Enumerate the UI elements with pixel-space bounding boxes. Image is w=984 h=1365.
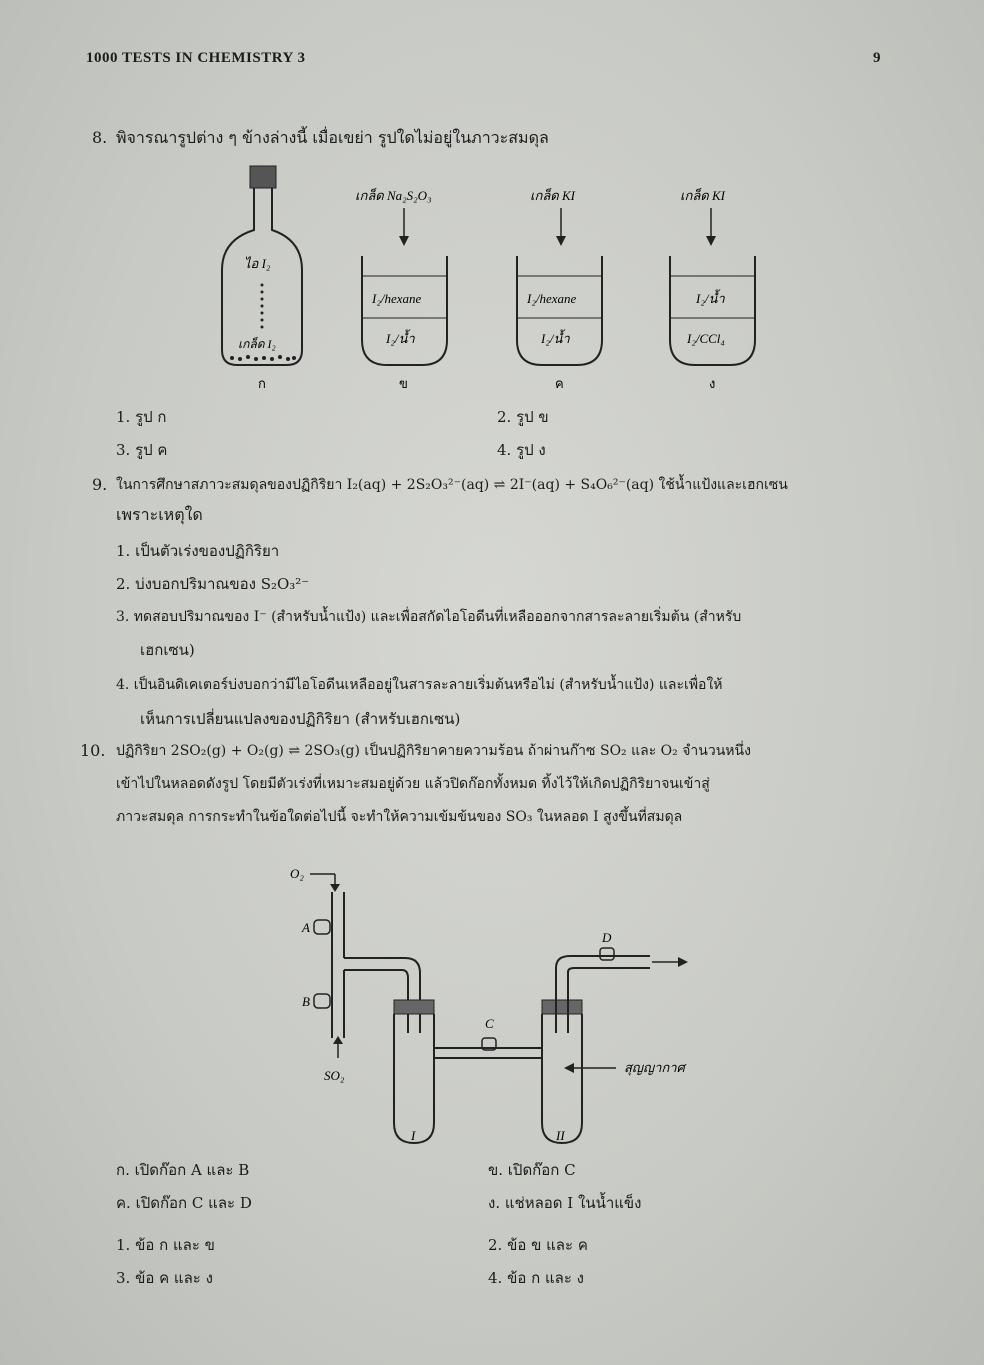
beaker-kho2-bottom: I₂/น้ำ (541, 331, 570, 346)
q9-option-4-line2: เห็นการเปลี่ยนแปลงของปฏิกิริยา (สำหรับเฮกเซน) (140, 710, 461, 728)
q8-number: 8. (92, 128, 108, 147)
bottle-vapor-label: ไอ I₂ (244, 256, 271, 271)
q8-option-1: 1. รูป ก (116, 408, 167, 426)
q10-option-4: 4. ข้อ ก และ ง (488, 1269, 584, 1287)
q10-choice-ko: ก. เปิดก๊อก A และ B (116, 1161, 250, 1179)
stopcock-c-label: C (485, 1016, 494, 1031)
o2-label: O₂ (290, 866, 304, 881)
q8-option-2: 2. รูป ข (497, 408, 549, 426)
q8-figure (200, 160, 800, 400)
so2-label: SO₂ (324, 1068, 345, 1083)
stopcock-b-label: B (302, 994, 310, 1009)
beaker-kho2 (517, 187, 602, 391)
beaker-kho (355, 187, 447, 391)
fig-letter-ko: ก (258, 376, 266, 391)
book-title: 1000 TESTS IN CHEMISTRY 3 (86, 50, 306, 66)
tube-1-label: I (411, 1128, 416, 1143)
q9-number: 9. (92, 475, 108, 494)
q10-choice-kho: ข. เปิดก๊อก C (488, 1161, 576, 1179)
stopcock-a-label: A (302, 920, 310, 935)
q10-line3: ภาวะสมดุล การกระทำในข้อใดต่อไปนี้ จะทำให้ความเข้มข้นของ SO₃ ในหลอด I สูงขึ้นที่สมดุล (116, 809, 683, 825)
q9-option-3-line2: เฮกเซน) (140, 641, 195, 659)
q10-apparatus-diagram (280, 858, 720, 1148)
q10-choice-kho2: ค. เปิดก๊อก C และ D (116, 1194, 252, 1212)
beaker-kho-input: เกล็ด Na₂S₂O₃ (355, 188, 432, 203)
beaker-ngo-input: เกล็ด KI (680, 188, 725, 203)
fig-letter-ngo: ง (709, 376, 716, 391)
beaker-kho2-input: เกล็ด KI (530, 188, 575, 203)
beaker-ngo (670, 187, 755, 391)
beaker-kho2-top: I₂/hexane (527, 291, 577, 306)
stopcock-b (314, 994, 330, 1008)
q8-option-3: 3. รูป ค (116, 441, 168, 459)
q9-option-3-line1: 3. ทดสอบปริมาณของ I⁻ (สำหรับน้ำแป้ง) และเพื่อสกัดไอโอดีนที่เหลือออกจากสารละลายเริ่มต้น (สำหรับ (116, 609, 742, 625)
bottle-crystal-label: เกล็ด I₂ (238, 337, 276, 351)
page-number: 9 (873, 50, 881, 66)
q9-option-1: 1. เป็นตัวเร่งของปฏิกิริยา (116, 542, 280, 560)
beaker-ngo-bottom: I₂/CCl₄ (687, 331, 725, 346)
q10-choice-ngo: ง. แช่หลอด I ในน้ำแข็ง (488, 1194, 642, 1212)
stopcock-d (600, 948, 614, 960)
q9-option-2: 2. บ่งบอกปริมาณของ S₂O₃²⁻ (116, 575, 310, 593)
vacuum-label: สุญญากาศ (624, 1060, 685, 1075)
q8-text: พิจารณารูปต่าง ๆ ข้างล่างนี้ เมื่อเขย่า รูปใดไม่อยู่ในภาวะสมดุล (116, 128, 549, 147)
bottle-figure (222, 166, 302, 391)
q10-line1: ปฏิกิริยา 2SO₂(g) + O₂(g) ⇌ 2SO₃(g) เป็นปฏิกิริยาคายความร้อน ถ้าผ่านก๊าซ SO₂ และ O₂ จำนวนหนึ่ง (116, 743, 751, 759)
q10-option-1: 1. ข้อ ก และ ข (116, 1236, 215, 1254)
tube-2-label: II (556, 1128, 565, 1143)
beaker-kho-bottom: I₂/น้ำ (386, 331, 415, 346)
q10-number: 10. (80, 741, 106, 760)
q10-line2: เข้าไปในหลอดดังรูป โดยมีตัวเร่งที่เหมาะสมอยู่ด้วย แล้วปิดก๊อกทั้งหมด ทิ้งไว้ให้เกิดปฏิกิริยาจนเข้าสู่ (116, 776, 710, 792)
fig-letter-kho2: ค (555, 376, 564, 391)
beaker-kho-top: I₂/hexane (372, 291, 422, 306)
stopcock-a (314, 920, 330, 934)
q9-line1: ในการศึกษาสภาวะสมดุลของปฏิกิริยา I₂(aq) + 2S₂O₃²⁻(aq) ⇌ 2I⁻(aq) + S₄O₆²⁻(aq) ใช้น้ำแป้งและเฮกเซน (116, 477, 788, 493)
stopcock-d-label: D (602, 930, 612, 945)
beaker-ngo-top: I₂/น้ำ (696, 291, 725, 306)
q9-option-4-line1: 4. เป็นอินดิเคเตอร์บ่งบอกว่ามีไอโอดีนเหลืออยู่ในสารละลายเริ่มต้นหรือไม่ (สำหรับน้ำแป้ง) และเพื่อให้ (116, 677, 723, 693)
q9-line2: เพราะเหตุใด (116, 505, 203, 524)
q10-option-2: 2. ข้อ ข และ ค (488, 1236, 588, 1254)
q10-option-3: 3. ข้อ ค และ ง (116, 1269, 213, 1287)
fig-letter-kho: ข (399, 376, 408, 391)
q8-option-4: 4. รูป ง (497, 441, 546, 459)
